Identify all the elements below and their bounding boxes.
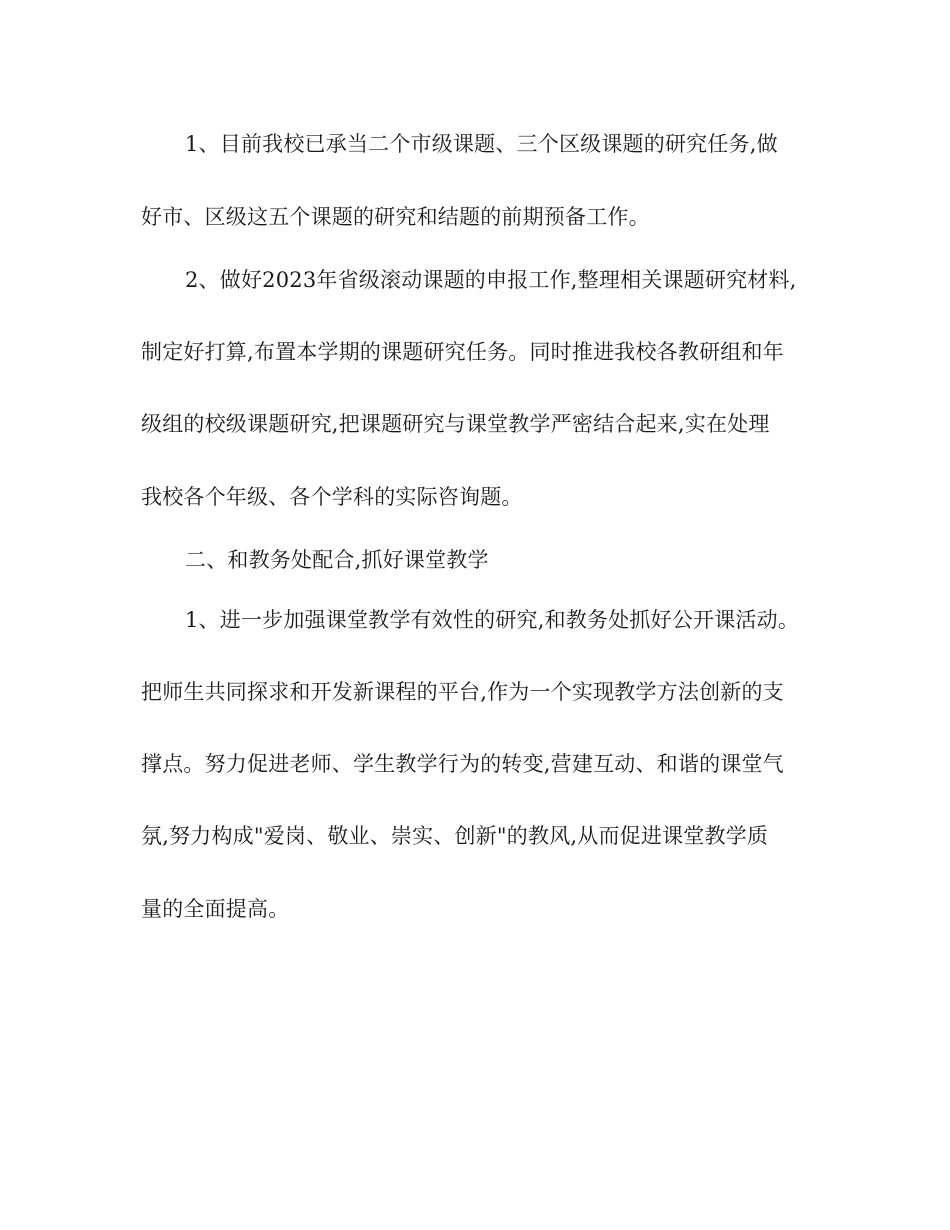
paragraph-3-line-3: 撑点。努力促进老师、学生教学行为的转变,营建互动、和谐的课堂气 [141, 752, 784, 776]
paragraph-2-line-3: 级组的校级课题研究,把课题研究与课堂教学严密结合起来,实在处理 [141, 412, 770, 436]
paragraph-1-line-2: 好市、区级这五个课题的研究和结题的前期预备工作。 [141, 205, 650, 229]
paragraph-1-line-1: 1、目前我校已承当二个市级课题、三个区级课题的研究任务,做 [185, 132, 778, 156]
section-heading: 二、和教务处配合,抓好课堂教学 [185, 548, 489, 572]
paragraph-3-line-2: 把师生共同探求和开发新课程的平台,作为一个实现教学方法创新的支 [141, 680, 784, 704]
paragraph-3-line-4: 氛,努力构成"爱岗、敬业、崇实、创新"的教风,从而促进课堂教学质 [141, 824, 769, 848]
paragraph-2-line-2: 制定好打算,布置本学期的课题研究任务。同时推进我校各教研组和年 [141, 340, 784, 364]
paragraph-3-line-5: 量的全面提高。 [141, 897, 290, 921]
paragraph-3-line-1: 1、进一步加强课堂教学有效性的研究,和教务处抓好公开课活动。 [185, 608, 800, 632]
paragraph-2-line-1: 2、做好2023年省级滚动课题的申报工作,整理相关课题研究材料, [185, 268, 797, 292]
paragraph-2-line-4: 我校各个年级、各个学科的实际咨询题。 [141, 485, 523, 509]
